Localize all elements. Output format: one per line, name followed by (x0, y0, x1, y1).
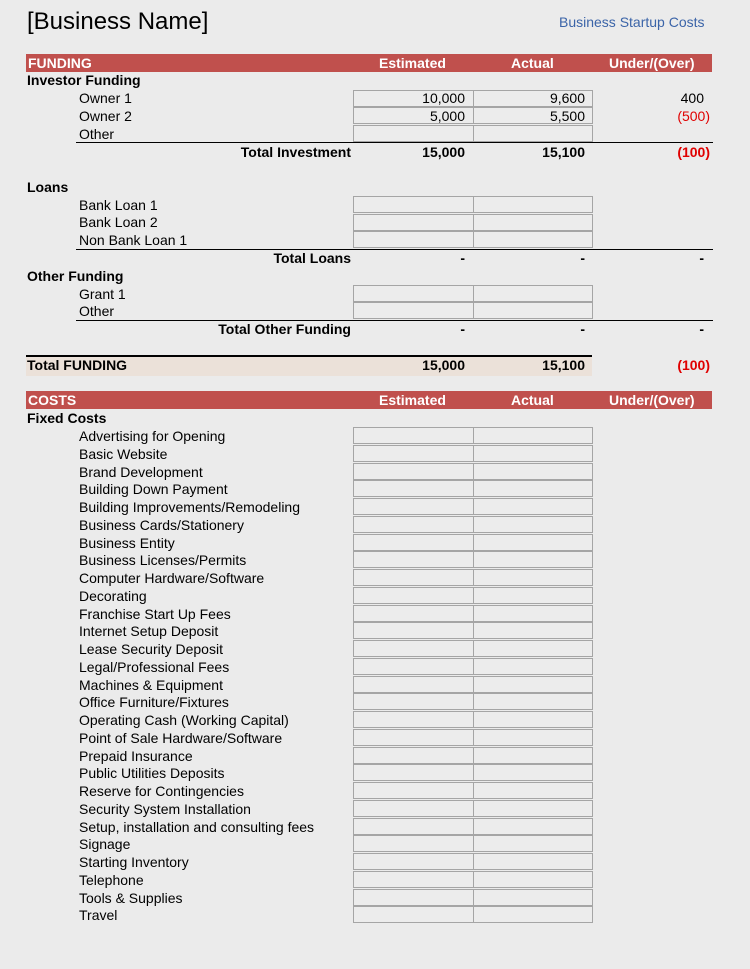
fixed-cost-label: Travel (79, 907, 118, 923)
owner-1-actual-value: 9,600 (549, 90, 585, 106)
fixed-cost-estimated-cell[interactable] (353, 764, 474, 781)
fixed-cost-estimated-cell[interactable] (353, 463, 474, 480)
non-bank-loan-1-estimated-cell[interactable] (353, 231, 474, 248)
fixed-cost-actual-cell[interactable] (473, 534, 593, 551)
total-other-funding-diff: - (699, 321, 704, 337)
loans-heading: Loans (27, 179, 69, 195)
fixed-cost-actual-cell[interactable] (473, 445, 593, 462)
owner-1-diff-value: 400 (680, 90, 704, 106)
fixed-cost-label: Business Licenses/Permits (79, 552, 247, 568)
funding-header-bar (26, 54, 712, 72)
costs-header-bar (26, 391, 712, 409)
fixed-cost-estimated-cell[interactable] (353, 534, 474, 551)
owner-2-estimated-value: 5,000 (429, 108, 465, 124)
fixed-cost-label: Reserve for Contingencies (79, 783, 244, 799)
fixed-cost-actual-cell[interactable] (473, 800, 593, 817)
fixed-cost-estimated-cell[interactable] (353, 445, 474, 462)
fixed-cost-label: Brand Development (79, 464, 203, 480)
fixed-cost-actual-cell[interactable] (473, 605, 593, 622)
bank-loan-1-actual-cell[interactable] (473, 196, 593, 213)
fixed-cost-actual-cell[interactable] (473, 569, 593, 586)
fixed-cost-label: Telephone (79, 872, 144, 888)
owner-2-label: Owner 2 (79, 108, 132, 124)
fixed-cost-label: Legal/Professional Fees (79, 659, 230, 675)
fixed-cost-actual-cell[interactable] (473, 640, 593, 657)
fixed-cost-actual-cell[interactable] (473, 693, 593, 710)
fixed-cost-actual-cell[interactable] (473, 818, 593, 835)
fixed-cost-label: Lease Security Deposit (79, 641, 223, 657)
col-estimated-header: Estimated (379, 55, 446, 71)
fixed-cost-estimated-cell[interactable] (353, 427, 474, 444)
fixed-cost-actual-cell[interactable] (473, 658, 593, 675)
fixed-cost-actual-cell[interactable] (473, 676, 593, 693)
fixed-cost-label: Business Cards/Stationery (79, 517, 244, 533)
col-actual-header: Actual (511, 55, 554, 71)
fixed-cost-label: Building Down Payment (79, 481, 228, 497)
fixed-cost-estimated-cell[interactable] (353, 800, 474, 817)
grant-1-estimated-cell[interactable] (353, 285, 474, 302)
fixed-cost-actual-cell[interactable] (473, 889, 593, 906)
fixed-cost-label: Setup, installation and consulting fees (79, 819, 315, 835)
fixed-cost-label: Decorating (79, 588, 147, 604)
fixed-cost-estimated-cell[interactable] (353, 516, 474, 533)
total-other-funding-actual: - (580, 321, 585, 337)
fixed-cost-label: Advertising for Opening (79, 428, 226, 444)
total-other-funding-estimated: - (460, 321, 465, 337)
fixed-cost-label: Business Entity (79, 535, 175, 551)
investor-other-actual-cell[interactable] (473, 125, 593, 142)
bank-loan-2-label: Bank Loan 2 (79, 214, 158, 230)
fixed-cost-label: Prepaid Insurance (79, 748, 193, 764)
fixed-cost-estimated-cell[interactable] (353, 835, 474, 852)
total-other-funding-label: Total Other Funding (218, 321, 351, 337)
funding-section-label: FUNDING (28, 55, 92, 71)
fixed-cost-actual-cell[interactable] (473, 871, 593, 888)
fixed-cost-estimated-cell[interactable] (353, 676, 474, 693)
grant-1-actual-cell[interactable] (473, 285, 593, 302)
total-funding-diff: (100) (677, 357, 710, 373)
fixed-cost-actual-cell[interactable] (473, 782, 593, 799)
fixed-cost-label: Public Utilities Deposits (79, 765, 225, 781)
costs-section-label: COSTS (28, 392, 77, 408)
grant-1-label: Grant 1 (79, 286, 126, 302)
fixed-cost-label: Office Furniture/Fixtures (79, 694, 229, 710)
fixed-cost-actual-cell[interactable] (473, 516, 593, 533)
fixed-cost-label: Computer Hardware/Software (79, 570, 265, 586)
fixed-cost-label: Security System Installation (79, 801, 251, 817)
fixed-cost-estimated-cell[interactable] (353, 729, 474, 746)
total-investment-actual: 15,100 (542, 144, 585, 160)
fixed-cost-actual-cell[interactable] (473, 587, 593, 604)
fixed-cost-actual-cell[interactable] (473, 427, 593, 444)
fixed-cost-estimated-cell[interactable] (353, 818, 474, 835)
fixed-cost-estimated-cell[interactable] (353, 480, 474, 497)
fixed-cost-label: Building Improvements/Remodeling (79, 499, 300, 515)
owner-1-label: Owner 1 (79, 90, 132, 106)
investor-other-estimated-cell[interactable] (353, 125, 474, 142)
fixed-cost-label: Tools & Supplies (79, 890, 183, 906)
fixed-costs-heading: Fixed Costs (27, 410, 107, 426)
fixed-cost-estimated-cell[interactable] (353, 747, 474, 764)
total-investment-estimated: 15,000 (422, 144, 465, 160)
total-funding-estimated: 15,000 (422, 357, 465, 373)
fixed-cost-estimated-cell[interactable] (353, 782, 474, 799)
document-title: Business Startup Costs (559, 14, 705, 30)
total-funding-label: Total FUNDING (27, 357, 128, 373)
divider (76, 320, 713, 321)
fixed-cost-label: Basic Website (79, 446, 168, 462)
fixed-cost-actual-cell[interactable] (473, 480, 593, 497)
fixed-cost-label: Operating Cash (Working Capital) (79, 712, 289, 728)
fixed-cost-estimated-cell[interactable] (353, 640, 474, 657)
bank-loan-2-estimated-cell[interactable] (353, 214, 474, 231)
total-investment-label: Total Investment (240, 144, 351, 160)
other-funding-other-label: Other (79, 303, 115, 319)
non-bank-loan-1-label: Non Bank Loan 1 (79, 232, 188, 248)
bank-loan-2-actual-cell[interactable] (473, 214, 593, 231)
divider (76, 249, 713, 250)
bank-loan-1-label: Bank Loan 1 (79, 197, 158, 213)
total-funding-actual: 15,100 (542, 357, 585, 373)
fixed-cost-actual-cell[interactable] (473, 764, 593, 781)
fixed-cost-label: Starting Inventory (79, 854, 189, 870)
fixed-cost-estimated-cell[interactable] (353, 871, 474, 888)
fixed-cost-actual-cell[interactable] (473, 835, 593, 852)
fixed-cost-estimated-cell[interactable] (353, 587, 474, 604)
total-investment-diff: (100) (677, 144, 710, 160)
fixed-cost-estimated-cell[interactable] (353, 569, 474, 586)
investor-other-label: Other (79, 126, 115, 142)
fixed-cost-estimated-cell[interactable] (353, 551, 474, 568)
divider (76, 142, 713, 143)
fixed-cost-estimated-cell[interactable] (353, 693, 474, 710)
col-actual-header: Actual (511, 392, 554, 408)
fixed-cost-actual-cell[interactable] (473, 622, 593, 639)
owner-2-actual-value: 5,500 (549, 108, 585, 124)
fixed-cost-label: Internet Setup Deposit (79, 623, 219, 639)
other-funding-other-actual-cell[interactable] (473, 302, 593, 319)
fixed-cost-actual-cell[interactable] (473, 729, 593, 746)
fixed-cost-estimated-cell[interactable] (353, 853, 474, 870)
fixed-cost-actual-cell[interactable] (473, 498, 593, 515)
col-estimated-header: Estimated (379, 392, 446, 408)
fixed-cost-estimated-cell[interactable] (353, 658, 474, 675)
total-loans-estimated: - (460, 250, 465, 266)
non-bank-loan-1-actual-cell[interactable] (473, 231, 593, 248)
total-loans-actual: - (580, 250, 585, 266)
fixed-cost-actual-cell[interactable] (473, 551, 593, 568)
fixed-cost-actual-cell[interactable] (473, 853, 593, 870)
owner-2-diff-value: (500) (677, 108, 710, 124)
fixed-cost-estimated-cell[interactable] (353, 498, 474, 515)
fixed-cost-actual-cell[interactable] (473, 906, 593, 923)
owner-1-estimated-value: 10,000 (422, 90, 465, 106)
other-funding-heading: Other Funding (27, 268, 124, 284)
business-name[interactable]: [Business Name] (27, 8, 209, 35)
fixed-cost-label: Franchise Start Up Fees (79, 606, 231, 622)
fixed-cost-label: Signage (79, 836, 131, 852)
investor-funding-heading: Investor Funding (27, 72, 141, 88)
fixed-cost-estimated-cell[interactable] (353, 622, 474, 639)
other-funding-other-estimated-cell[interactable] (353, 302, 474, 319)
fixed-cost-actual-cell[interactable] (473, 463, 593, 480)
fixed-cost-label: Machines & Equipment (79, 677, 223, 693)
fixed-cost-estimated-cell[interactable] (353, 711, 474, 728)
fixed-cost-estimated-cell[interactable] (353, 889, 474, 906)
fixed-cost-actual-cell[interactable] (473, 711, 593, 728)
total-loans-diff: - (699, 250, 704, 266)
bank-loan-1-estimated-cell[interactable] (353, 196, 474, 213)
fixed-cost-estimated-cell[interactable] (353, 605, 474, 622)
fixed-cost-estimated-cell[interactable] (353, 906, 474, 923)
col-under-over-header: Under/(Over) (609, 55, 695, 71)
fixed-cost-label: Point of Sale Hardware/Software (79, 730, 283, 746)
col-under-over-header: Under/(Over) (609, 392, 695, 408)
total-loans-label: Total Loans (273, 250, 351, 266)
fixed-cost-actual-cell[interactable] (473, 747, 593, 764)
